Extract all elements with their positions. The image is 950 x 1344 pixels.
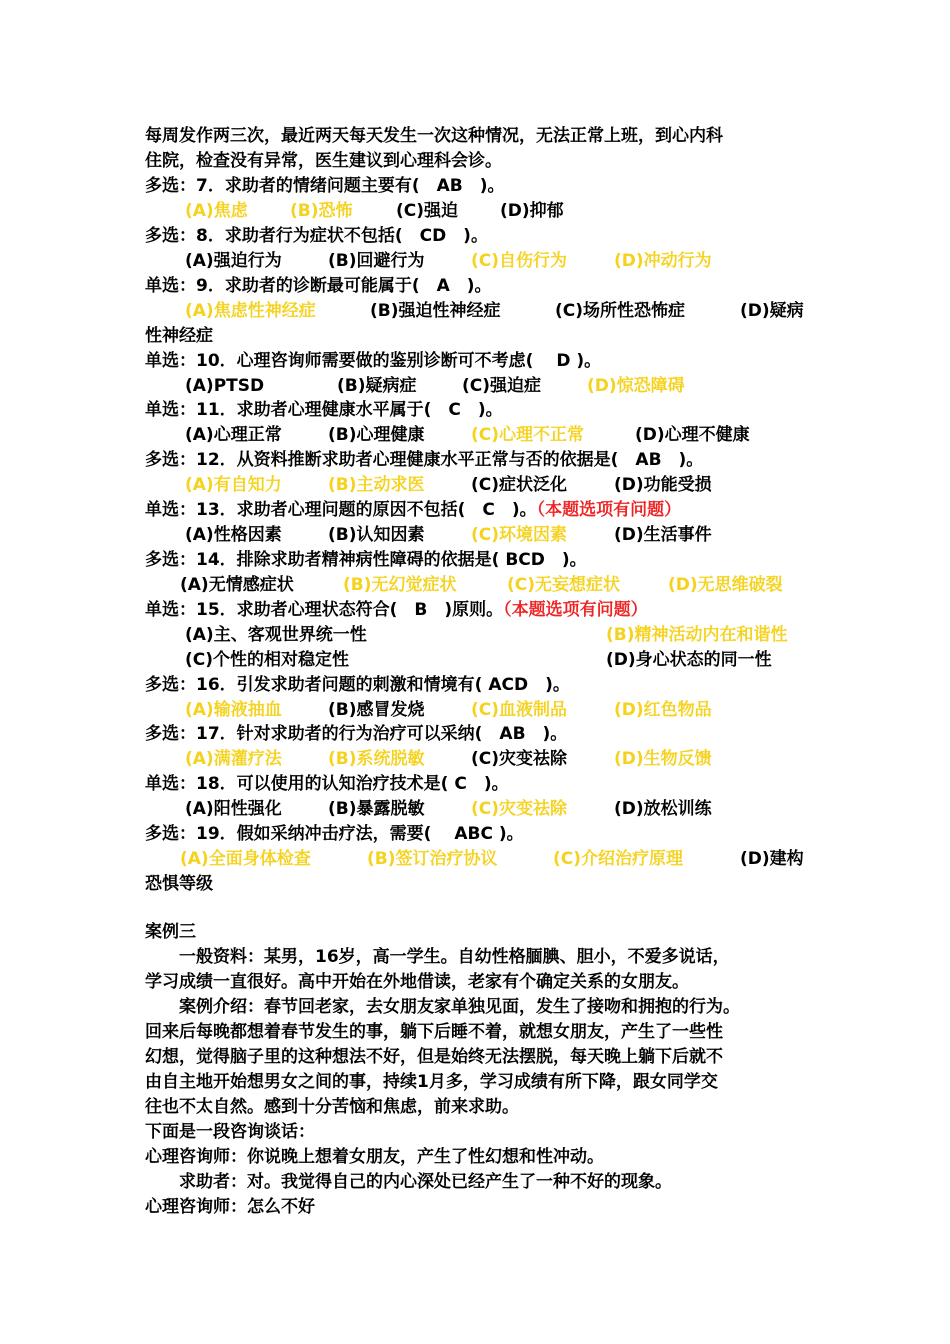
answer-option: (C)血液制品: [471, 700, 568, 720]
answer-option: (B)强迫性神经症: [370, 301, 501, 321]
answer-option: (C)灾变祛除: [471, 799, 568, 819]
answer-option: (A)全面身体检查: [180, 849, 311, 869]
answer-option: (B)精神活动内在和谐性: [606, 625, 788, 645]
question-stem: 单选：9．求助者的诊断最可能属于( A )。: [145, 276, 492, 296]
answer-option: (B)认知因素: [328, 525, 425, 545]
answer-option: (D)生活事件: [614, 525, 712, 545]
answer-option: (A)焦虑性神经症: [185, 301, 316, 321]
answer-option: (A)输液抽血: [185, 700, 282, 720]
answer-option: (C)强迫: [396, 201, 459, 221]
paragraph-line: 由自主地开始想男女之间的事，持续1月多，学习成绩有所下降，跟女同学交: [145, 1072, 718, 1092]
answer-option: (A)主、客观世界统一性: [185, 625, 367, 645]
question-stem: [145, 498, 681, 523]
question-stem: 单选：11．求助者心理健康水平属于( C )。: [145, 400, 503, 420]
answer-option: (A)有自知力: [185, 475, 282, 495]
intro-line: 每周发作两三次，最近两天每天发生一次这种情况，无法正常上班，到心内科: [145, 126, 723, 146]
dialogue-line: 心理咨询师：你说晚上想着女朋友，产生了性幻想和性冲动。: [145, 1147, 604, 1167]
answer-option: (C)场所性恐怖症: [555, 301, 686, 321]
answer-option: (D)建构: [740, 849, 804, 869]
answer-option: (D)无思维破裂: [668, 575, 783, 595]
answer-option: (A)焦虑: [185, 201, 248, 221]
answer-option: (C)环境因素: [471, 525, 568, 545]
answer-option: (D)抑郁: [500, 201, 564, 221]
answer-option: (C)无妄想症状: [507, 575, 621, 595]
answer-option: (B)疑病症: [337, 376, 417, 396]
section-title: 案例三: [145, 922, 196, 942]
answer-option: (B)无幻觉症状: [343, 575, 457, 595]
answer-option: (D)心理不健康: [635, 425, 750, 445]
answer-option: (C)症状泛化: [471, 475, 568, 495]
answer-option: (D)冲动行为: [614, 251, 712, 271]
question-stem: 多选：12．从资料推断求助者心理健康水平正常与否的依据是( AB )。: [145, 450, 704, 470]
answer-option: (D)惊恐障碍: [587, 376, 685, 396]
question-stem: 单选：18．可以使用的认知治疗技术是( C )。: [145, 774, 509, 794]
answer-option: (A)满灌疗法: [185, 749, 282, 769]
answer-option: (A)性格因素: [185, 525, 282, 545]
problem-note: （本题选项有问题）: [503, 600, 648, 620]
answer-option: (C)个性的相对稳定性: [185, 650, 350, 670]
answer-option: (A)PTSD: [185, 376, 265, 396]
dialogue-line: 求助者：对。我觉得自己的内心深处已经产生了一种不好的现象。: [145, 1172, 672, 1192]
question-stem-text: 单选：13．求助者心理问题的原因不包括( C )。: [145, 500, 537, 520]
paragraph-line: 下面是一段咨询谈话：: [145, 1122, 315, 1142]
answer-option: (A)阳性强化: [185, 799, 282, 819]
answer-option: (A)强迫行为: [185, 251, 282, 271]
answer-option: (D)疑病: [740, 301, 804, 321]
problem-note: （本题选项有问题）: [536, 500, 682, 520]
answer-option: (A)心理正常: [185, 425, 282, 445]
question-stem: [145, 598, 648, 623]
answer-option: (A)无情感症状: [180, 575, 294, 595]
answer-option: (B)签订治疗协议: [367, 849, 498, 869]
paragraph-line: 幻想，觉得脑子里的这种想法不好，但是始终无法摆脱，每天晚上躺下后就不: [145, 1047, 723, 1067]
paragraph-line: 往也不太自然。感到十分苦恼和焦虑，前来求助。: [145, 1097, 519, 1117]
answer-option: (B)主动求医: [328, 475, 425, 495]
answer-option: (B)暴露脱敏: [328, 799, 425, 819]
answer-option: (C)强迫症: [462, 376, 542, 396]
answer-option: (D)放松训练: [614, 799, 712, 819]
answer-option: (B)感冒发烧: [328, 700, 425, 720]
answer-option: (D)身心状态的同一性: [606, 650, 772, 670]
answer-option: (B)系统脱敏: [328, 749, 425, 769]
option-continuation: 性神经症: [145, 326, 213, 346]
question-stem-text: 单选：15．求助者心理状态符合( B )原则。: [145, 600, 504, 620]
paragraph-line: 学习成绩一直很好。高中开始在外地借读，老家有个确定关系的女朋友。: [145, 972, 689, 992]
paragraph-line: 案例介绍：春节回老家，去女朋友家单独见面，发生了接吻和拥抱的行为。: [145, 997, 740, 1017]
answer-option: (D)红色物品: [614, 700, 712, 720]
answer-option: (D)生物反馈: [614, 749, 712, 769]
question-stem: 多选：17．针对求助者的行为治疗可以采纳( AB )。: [145, 724, 568, 744]
answer-option: (B)恐怖: [290, 201, 353, 221]
paragraph-line: 一般资料：某男，16岁，高一学生。自幼性格腼腆、胆小，不爱多说话，: [145, 947, 730, 967]
question-stem: 多选：14．排除求助者精神病性障碍的依据是( BCD )。: [145, 550, 587, 570]
question-stem: 多选：7．求助者的情绪问题主要有( AB )。: [145, 176, 505, 196]
option-continuation: 恐惧等级: [145, 874, 213, 894]
answer-option: (B)心理健康: [328, 425, 425, 445]
answer-option: (C)自伤行为: [471, 251, 568, 271]
question-stem: 多选：16．引发求助者问题的刺激和情境有( ACD )。: [145, 675, 570, 695]
question-stem: 多选：8．求助者行为症状不包括( CD )。: [145, 226, 488, 246]
answer-option: (D)功能受损: [614, 475, 712, 495]
answer-option: (B)回避行为: [328, 251, 425, 271]
dialogue-line: 心理咨询师：怎么不好: [145, 1197, 315, 1217]
answer-option: (C)心理不正常: [471, 425, 585, 445]
question-stem: 多选：19．假如采纳冲击疗法，需要( ABC )。: [145, 824, 524, 844]
paragraph-line: 回来后每晚都想着春节发生的事，躺下后睡不着，就想女朋友，产生了一些性: [145, 1022, 723, 1042]
intro-line: 住院，检查没有异常，医生建议到心理科会诊。: [145, 151, 502, 171]
answer-option: (C)灾变祛除: [471, 749, 568, 769]
answer-option: (C)介绍治疗原理: [553, 849, 684, 869]
question-stem: 单选：10．心理咨询师需要做的鉴别诊断可不考虑( D )。: [145, 351, 602, 371]
